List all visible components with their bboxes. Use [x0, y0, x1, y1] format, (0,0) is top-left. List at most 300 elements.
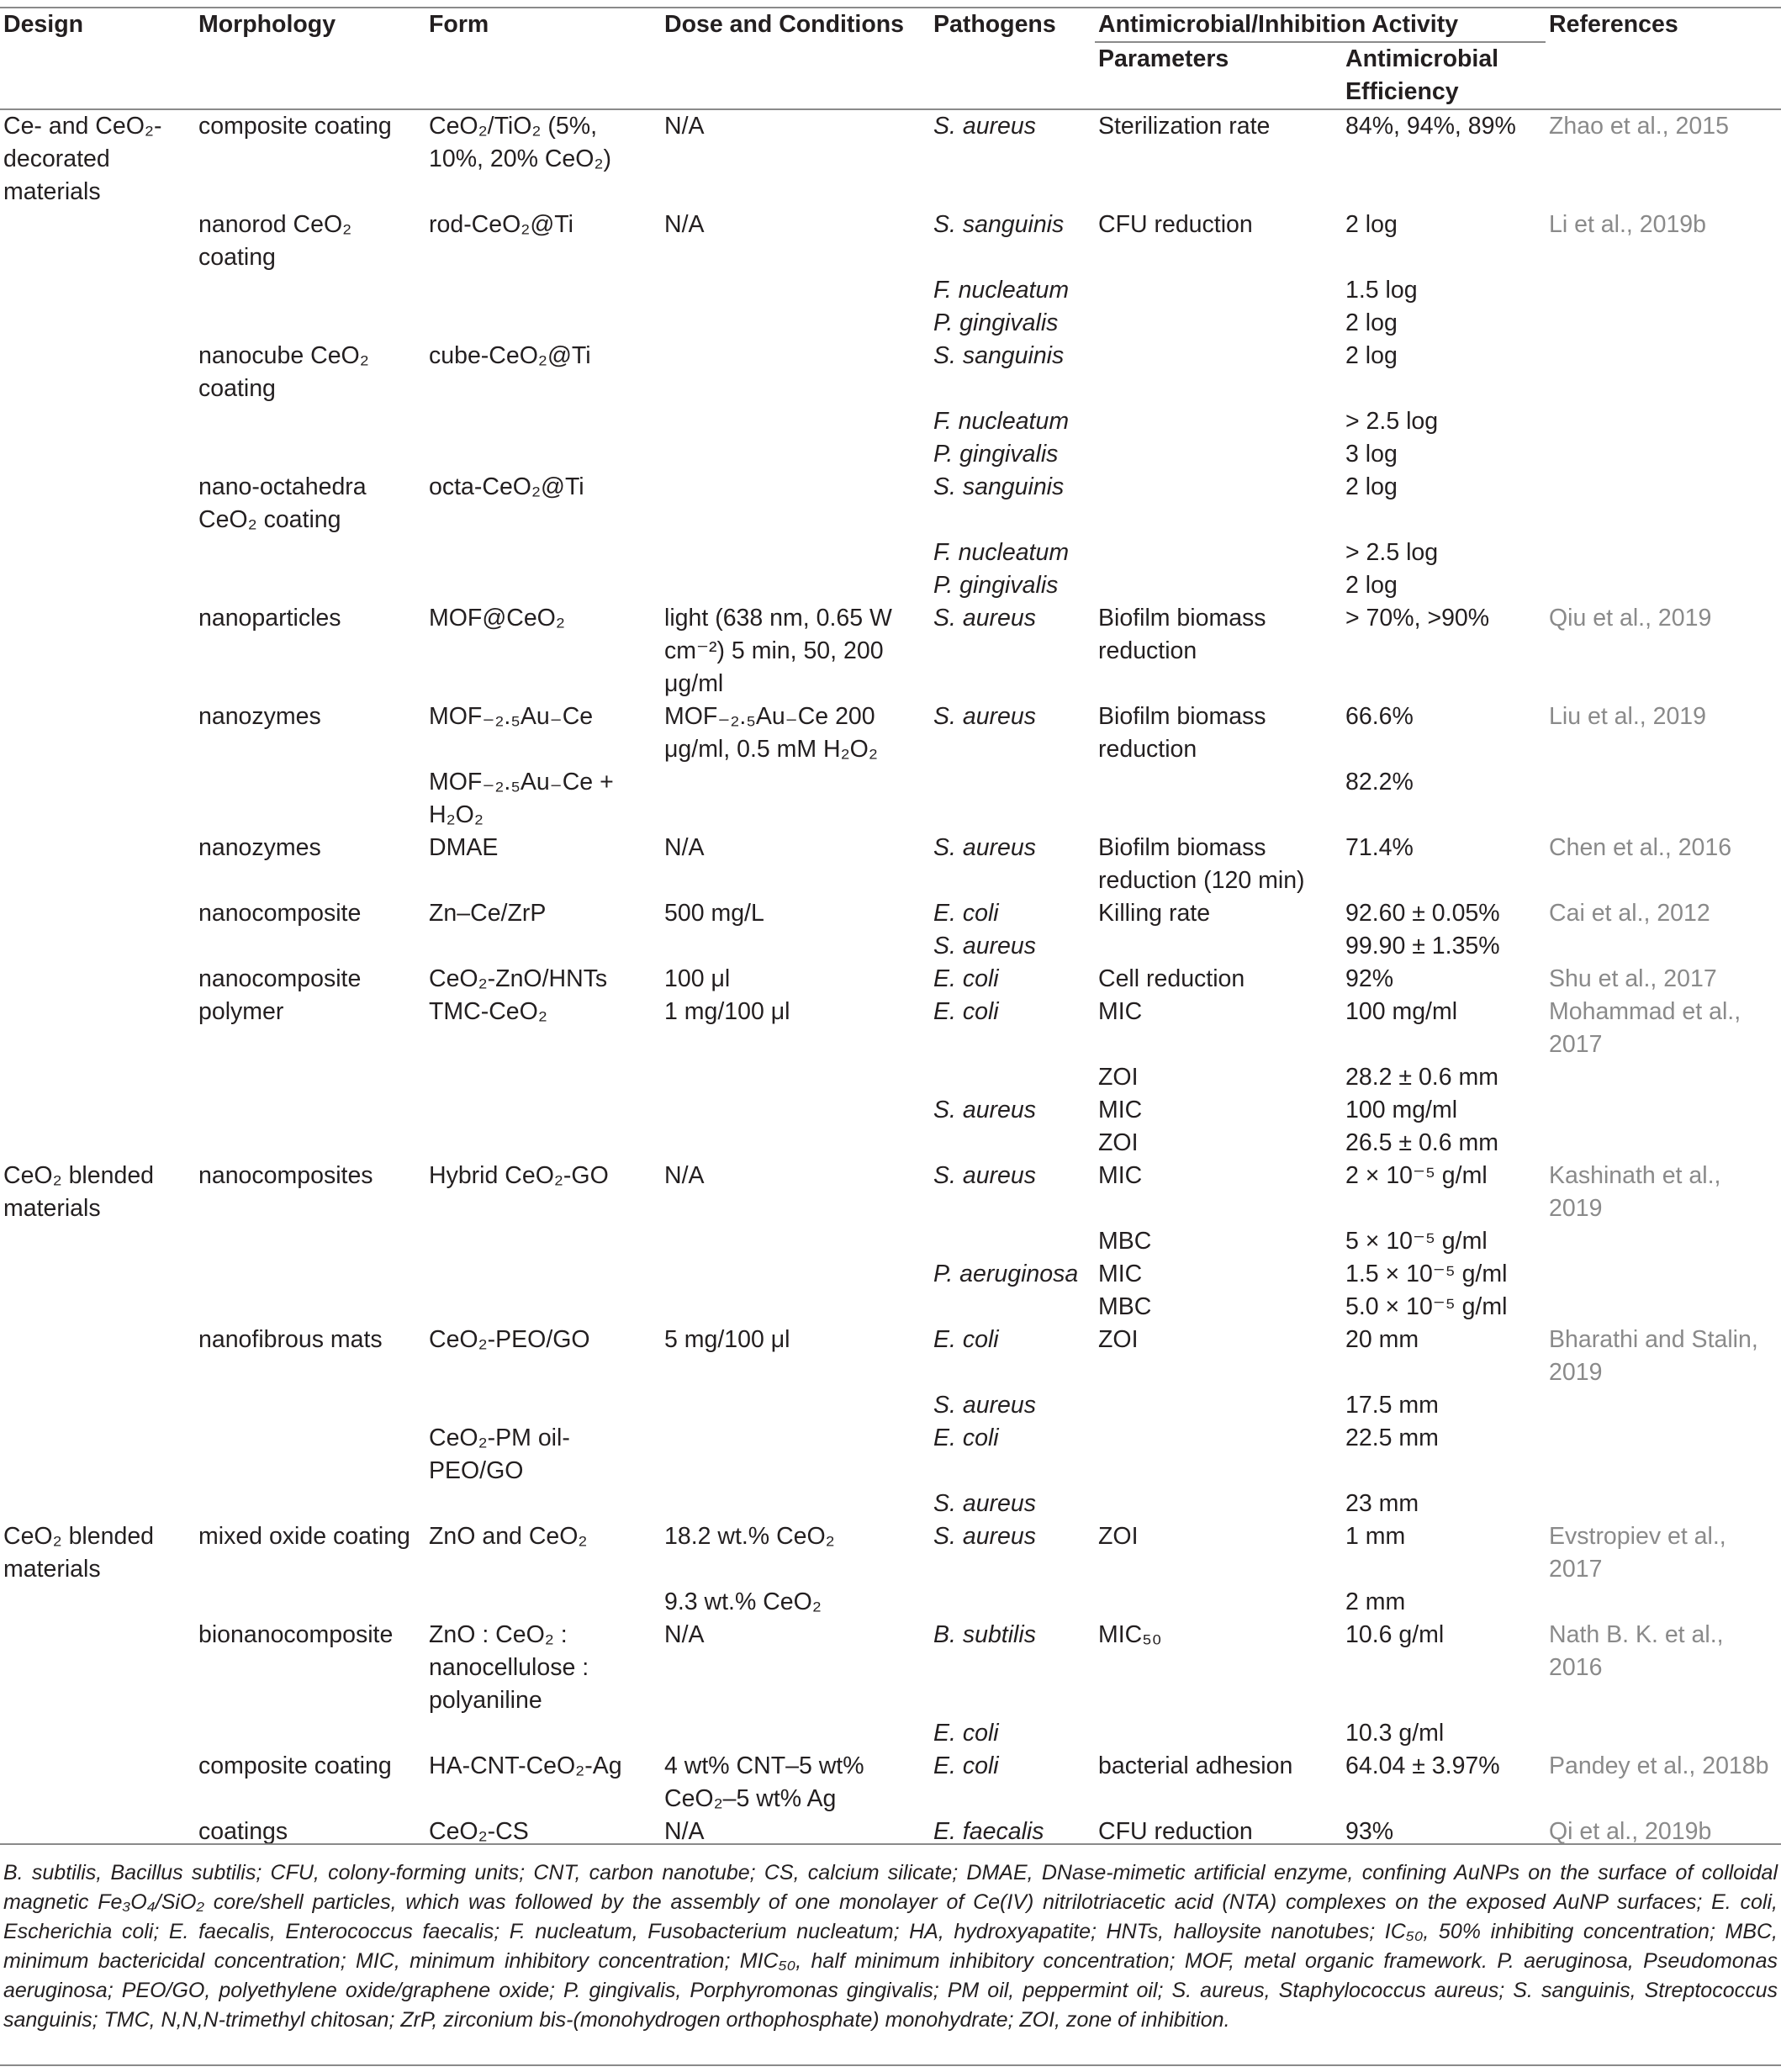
cell-design	[0, 536, 195, 569]
cell-dose	[661, 471, 930, 536]
cell-design	[0, 1389, 195, 1422]
cell-morphology	[195, 405, 425, 438]
cell-morphology: polymer	[198, 998, 284, 1025]
cell-morphology	[195, 569, 425, 602]
cell-morphology: nanorod CeO₂ coating	[198, 211, 352, 271]
cell-reference	[1546, 1094, 1781, 1127]
cell-morphology: bionanocomposite	[198, 1621, 394, 1648]
cell-dose	[661, 1094, 930, 1127]
cell-design	[0, 1127, 195, 1160]
cell-morphology: nanozymes	[198, 703, 321, 730]
cell-pathogen: S. sanguinis	[933, 342, 1065, 369]
cell-dose	[661, 1291, 930, 1324]
cell-form	[425, 274, 661, 307]
cell-parameter: CFU reduction	[1098, 1818, 1253, 1845]
cell-form	[425, 1488, 661, 1520]
cell-dose	[661, 536, 930, 569]
cell-dose: 9.3 wt.% CeO₂	[664, 1588, 822, 1615]
table-row	[0, 1717, 1781, 1750]
cell-design	[0, 340, 195, 405]
table-row	[0, 602, 1781, 700]
cell-reference: Qiu et al., 2019	[1549, 605, 1712, 632]
cell-morphology	[195, 1291, 425, 1324]
cell-form: rod-CeO₂@Ti	[429, 211, 573, 238]
table-row	[0, 1160, 1781, 1225]
cell-dose	[661, 405, 930, 438]
cell-parameter	[1095, 340, 1342, 405]
cell-form: Hybrid CeO₂-GO	[429, 1162, 609, 1189]
cell-morphology: nanocomposite	[198, 965, 362, 992]
cell-dose	[661, 1389, 930, 1422]
cell-efficiency: 2 × 10⁻⁵ g/ml	[1345, 1162, 1488, 1189]
cell-morphology	[195, 1094, 425, 1127]
cell-efficiency: 92%	[1345, 965, 1394, 992]
cell-morphology: nanofibrous mats	[198, 1326, 383, 1353]
cell-form: CeO₂-CS	[429, 1818, 529, 1845]
table-row	[0, 832, 1781, 897]
cell-reference: Evstropiev et al., 2017	[1549, 1523, 1726, 1583]
cell-dose: N/A	[664, 211, 705, 238]
cell-dose	[661, 1258, 930, 1291]
cell-parameter: MBC	[1098, 1228, 1152, 1255]
cell-reference	[1546, 930, 1781, 963]
footnote-text: B. subtilis, Bacillus subtilis; CFU, colony-forming units; CNT, carbon nanotube; CS, calcium silicate; DMAE, DNase-mimetic artificial enzyme, confining AuNPs on the surface of colloidal magnetic Fe₃O₄/SiO₂ core/shell particles, which was followed by the assembly of one monolayer of Ce(IV) nitrilotriacetic acid (NTA) complexes on the exposed AuNP surfaces; E. coli, Escherichia coli; E. faecalis, Enterococcus faecalis; F. nucleatum, Fusobacterium nucleatum; HA, hydroxyapatite; HNTs, halloysite nanotubes; IC₅₀, 50% inhibiting concentration; MBC, minimum bactericidal concentration; MIC, minimum inhibitory concentration; MIC₅₀, half minimum inhibitory concentration; MOF, metal organic framework. P. aeruginosa, Pseudomonas aeruginosa; PEO/GO, polyethylene oxide/graphene oxide; P. gingivalis, Porphyromonas gingivalis; PM oil, peppermint oil; S. aureus, Staphylococcus aureus; S. sanguinis, Streptococcus sanguinis; TMC, N,N,N-trimethyl chitosan; ZrP, zirconium bis-(monohydrogen orthophosphate) monohydrate; ZOI, zone of inhibition.	[3, 1861, 1778, 2032]
cell-dose: 100 μl	[664, 965, 731, 992]
cell-pathogen: S. aureus	[933, 834, 1036, 861]
cell-efficiency: 1.5 log	[1345, 277, 1418, 304]
header-dose: Dose and Conditions	[664, 11, 904, 38]
cell-dose: MOF₋₂.₅Au₋Ce 200 μg/ml, 0.5 mM H₂O₂	[664, 703, 878, 763]
cell-pathogen: P. gingivalis	[933, 309, 1059, 336]
cell-pathogen: S. aureus	[933, 1523, 1036, 1550]
cell-design	[0, 1717, 195, 1750]
cell-parameter: CFU reduction	[1098, 211, 1253, 238]
cell-morphology	[195, 1225, 425, 1258]
cell-parameter	[1095, 438, 1342, 471]
cell-dose	[661, 569, 930, 602]
cell-reference	[1546, 471, 1781, 536]
table-row	[0, 340, 1781, 405]
header-row-2	[0, 42, 1781, 109]
cell-reference	[1546, 1389, 1781, 1422]
cell-parameter	[1095, 471, 1342, 536]
cell-morphology: nanocomposites	[198, 1162, 373, 1189]
cell-form	[425, 1225, 661, 1258]
cell-parameter	[1095, 536, 1342, 569]
cell-parameter: MIC	[1098, 1261, 1143, 1287]
cell-parameter: Sterilization rate	[1098, 113, 1271, 140]
cell-reference	[1546, 1225, 1781, 1258]
cell-reference	[1546, 1586, 1781, 1619]
cell-morphology: composite coating	[198, 1752, 392, 1779]
cell-morphology: nano-octahedra CeO₂ coating	[198, 473, 367, 533]
cell-form	[425, 438, 661, 471]
cell-reference: Zhao et al., 2015	[1549, 113, 1729, 140]
cell-parameter: ZOI	[1098, 1129, 1139, 1156]
cell-design	[0, 1258, 195, 1291]
table-row	[0, 1127, 1781, 1160]
cell-design	[0, 963, 195, 996]
cell-efficiency: 2 log	[1345, 211, 1398, 238]
header-pathogens: Pathogens	[933, 11, 1056, 38]
cell-parameter	[1095, 1389, 1342, 1422]
footnote-block	[0, 1843, 1781, 2035]
cell-efficiency: > 2.5 log	[1345, 539, 1439, 566]
cell-dose: 1 mg/100 μl	[664, 998, 790, 1025]
cell-efficiency: 28.2 ± 0.6 mm	[1345, 1064, 1498, 1091]
cell-reference	[1546, 1061, 1781, 1094]
cell-morphology	[195, 930, 425, 963]
table-row	[0, 569, 1781, 602]
cell-pathogen: P. gingivalis	[933, 441, 1059, 468]
cell-design	[0, 832, 195, 897]
cell-pathogen	[930, 1225, 1095, 1258]
cell-pathogen: S. aureus	[933, 1490, 1036, 1517]
table-row	[0, 209, 1781, 274]
cell-morphology	[195, 1422, 425, 1488]
cell-dose	[661, 1422, 930, 1488]
table-body	[0, 109, 1781, 1848]
cell-design	[0, 1422, 195, 1488]
cell-pathogen: E. coli	[933, 965, 999, 992]
table-row	[0, 307, 1781, 340]
cell-form	[425, 1094, 661, 1127]
cell-form	[425, 1389, 661, 1422]
cell-parameter: Biofilm biomass reduction	[1098, 605, 1266, 664]
cell-efficiency: 5 × 10⁻⁵ g/ml	[1345, 1228, 1488, 1255]
cell-design	[0, 897, 195, 930]
header-efficiency: Antimicrobial Efficiency	[1342, 42, 1546, 109]
cell-efficiency: 82.2%	[1345, 769, 1414, 796]
cell-reference: Mohammad et al., 2017	[1549, 998, 1741, 1058]
cell-morphology	[195, 1488, 425, 1520]
cell-reference	[1546, 1258, 1781, 1291]
table-row	[0, 1225, 1781, 1258]
cell-morphology: mixed oxide coating	[198, 1523, 410, 1550]
cell-design	[0, 766, 195, 832]
cell-reference: Liu et al., 2019	[1549, 703, 1706, 730]
cell-pathogen: E. coli	[933, 1752, 999, 1779]
data-table	[0, 8, 1781, 1848]
cell-dose	[661, 1225, 930, 1258]
table-row	[0, 1520, 1781, 1586]
cell-morphology: nanoparticles	[198, 605, 341, 632]
cell-reference: Nath B. K. et al., 2016	[1549, 1621, 1724, 1681]
cell-morphology	[195, 274, 425, 307]
cell-parameter	[1095, 1717, 1342, 1750]
cell-efficiency: 17.5 mm	[1345, 1392, 1439, 1419]
cell-dose: N/A	[664, 834, 705, 861]
cell-design	[0, 274, 195, 307]
table-row	[0, 1061, 1781, 1094]
cell-parameter: ZOI	[1098, 1523, 1139, 1550]
cell-morphology: nanocomposite	[198, 900, 362, 927]
cell-design	[0, 930, 195, 963]
cell-morphology	[195, 1127, 425, 1160]
cell-form	[425, 1127, 661, 1160]
cell-efficiency: 10.3 g/ml	[1345, 1720, 1445, 1747]
table-row	[0, 471, 1781, 536]
cell-parameter: Biofilm biomass reduction (120 min)	[1098, 834, 1305, 894]
cell-design	[0, 1225, 195, 1258]
cell-reference	[1546, 1291, 1781, 1324]
cell-efficiency: 100 mg/ml	[1345, 998, 1458, 1025]
cell-parameter	[1095, 274, 1342, 307]
table-row	[0, 109, 1781, 209]
cell-parameter: ZOI	[1098, 1326, 1139, 1353]
cell-pathogen	[930, 1061, 1095, 1094]
cell-reference	[1546, 1127, 1781, 1160]
cell-efficiency: 2 log	[1345, 342, 1398, 369]
cell-efficiency: 2 log	[1345, 572, 1398, 599]
cell-reference	[1546, 438, 1781, 471]
cell-pathogen: S. aureus	[933, 1162, 1036, 1189]
cell-morphology	[195, 536, 425, 569]
table-row	[0, 963, 1781, 996]
cell-dose	[661, 1061, 930, 1094]
cell-pathogen: S. sanguinis	[933, 211, 1065, 238]
cell-pathogen: S. sanguinis	[933, 473, 1065, 500]
table-row	[0, 1258, 1781, 1291]
cell-parameter	[1095, 930, 1342, 963]
cell-parameter	[1095, 569, 1342, 602]
cell-parameter: MIC	[1098, 1097, 1143, 1123]
cell-dose: 18.2 wt.% CeO₂	[664, 1523, 835, 1550]
cell-efficiency: 5.0 × 10⁻⁵ g/ml	[1345, 1293, 1508, 1320]
cell-reference: Chen et al., 2016	[1549, 834, 1732, 861]
cell-design: CeO₂ blended materials	[3, 1523, 155, 1583]
cell-parameter	[1095, 766, 1342, 832]
cell-reference	[1546, 307, 1781, 340]
cell-efficiency: 93%	[1345, 1818, 1394, 1845]
cell-form: octa-CeO₂@Ti	[429, 473, 584, 500]
cell-pathogen: P. aeruginosa	[933, 1261, 1079, 1287]
cell-form: MOF₋₂.₅Au₋Ce	[429, 703, 594, 730]
table-row	[0, 700, 1781, 766]
cell-parameter: bacterial adhesion	[1098, 1752, 1293, 1779]
table-row	[0, 405, 1781, 438]
cell-design	[0, 1324, 195, 1389]
cell-design	[0, 209, 195, 274]
cell-form	[425, 1061, 661, 1094]
cell-reference: Cai et al., 2012	[1549, 900, 1710, 927]
cell-dose: N/A	[664, 1162, 705, 1189]
cell-design: CeO₂ blended materials	[3, 1162, 155, 1222]
cell-form	[425, 405, 661, 438]
table-row	[0, 996, 1781, 1061]
cell-design	[0, 405, 195, 438]
cell-morphology	[195, 1586, 425, 1619]
cell-efficiency: > 2.5 log	[1345, 408, 1439, 435]
cell-form: cube-CeO₂@Ti	[429, 342, 591, 369]
cell-efficiency: 99.90 ± 1.35%	[1345, 933, 1500, 959]
cell-dose: N/A	[664, 1621, 705, 1648]
table-row	[0, 1324, 1781, 1389]
cell-pathogen: F. nucleatum	[933, 408, 1070, 435]
cell-dose: 500 mg/L	[664, 900, 764, 927]
cell-pathogen: E. faecalis	[933, 1818, 1044, 1845]
cell-form: CeO₂-PM oil-PEO/GO	[429, 1424, 570, 1484]
table-row	[0, 1619, 1781, 1717]
cell-pathogen	[930, 1291, 1095, 1324]
cell-form: MOF₋₂.₅Au₋Ce + H₂O₂	[429, 769, 614, 828]
header-references: References	[1549, 11, 1678, 38]
cell-design	[0, 1750, 195, 1816]
cell-efficiency: 2 log	[1345, 473, 1398, 500]
cell-dose	[661, 930, 930, 963]
cell-morphology: nanozymes	[198, 834, 321, 861]
bottom-rule	[0, 2064, 1781, 2066]
cell-pathogen: E. coli	[933, 1326, 999, 1353]
cell-efficiency: 10.6 g/ml	[1345, 1621, 1445, 1648]
table-row	[0, 1586, 1781, 1619]
cell-efficiency: 3 log	[1345, 441, 1398, 468]
cell-pathogen: E. coli	[933, 900, 999, 927]
cell-pathogen	[930, 1586, 1095, 1619]
cell-pathogen: S. aureus	[933, 933, 1036, 959]
cell-pathogen: B. subtilis	[933, 1621, 1036, 1648]
table-row	[0, 930, 1781, 963]
cell-efficiency: 64.04 ± 3.97%	[1345, 1752, 1500, 1779]
cell-form: ZnO : CeO₂ : nanocellulose : polyaniline	[429, 1621, 589, 1714]
cell-reference	[1546, 1717, 1781, 1750]
header-form: Form	[429, 11, 489, 38]
cell-morphology: coatings	[198, 1818, 288, 1845]
cell-morphology	[195, 1061, 425, 1094]
cell-reference	[1546, 405, 1781, 438]
cell-dose: N/A	[664, 1818, 705, 1845]
cell-efficiency: 20 mm	[1345, 1326, 1419, 1353]
cell-design	[0, 602, 195, 700]
cell-design	[0, 438, 195, 471]
cell-design	[0, 1291, 195, 1324]
table-row	[0, 438, 1781, 471]
cell-efficiency: 2 mm	[1345, 1588, 1406, 1615]
cell-efficiency: 92.60 ± 0.05%	[1345, 900, 1500, 927]
cell-pathogen: E. coli	[933, 1720, 999, 1747]
table-row	[0, 1488, 1781, 1520]
cell-reference: Qi et al., 2019b	[1549, 1818, 1712, 1845]
cell-form	[425, 569, 661, 602]
cell-design	[0, 700, 195, 766]
cell-pathogen: P. gingivalis	[933, 572, 1059, 599]
cell-form: TMC-CeO₂	[429, 998, 547, 1025]
cell-dose	[661, 340, 930, 405]
cell-morphology	[195, 766, 425, 832]
cell-parameter	[1095, 307, 1342, 340]
table-row	[0, 1291, 1781, 1324]
cell-reference	[1546, 766, 1781, 832]
cell-parameter: MIC₅₀	[1098, 1621, 1162, 1648]
cell-reference: Kashinath et al., 2019	[1549, 1162, 1721, 1222]
cell-form: DMAE	[429, 834, 499, 861]
cell-dose: N/A	[664, 113, 705, 140]
cell-dose: 5 mg/100 μl	[664, 1326, 790, 1353]
cell-reference: Shu et al., 2017	[1549, 965, 1717, 992]
table-row	[0, 1094, 1781, 1127]
table-row	[0, 897, 1781, 930]
cell-reference	[1546, 1488, 1781, 1520]
cell-parameter: ZOI	[1098, 1064, 1139, 1091]
cell-pathogen: E. coli	[933, 998, 999, 1025]
header-morphology: Morphology	[198, 11, 336, 38]
cell-dose	[661, 1488, 930, 1520]
cell-parameter: Cell reduction	[1098, 965, 1245, 992]
cell-efficiency: 1 mm	[1345, 1523, 1406, 1550]
table-row	[0, 1422, 1781, 1488]
cell-reference: Pandey et al., 2018b	[1549, 1752, 1769, 1779]
table-row	[0, 1389, 1781, 1422]
cell-form: ZnO and CeO₂	[429, 1523, 588, 1550]
cell-dose	[661, 1717, 930, 1750]
cell-pathogen: F. nucleatum	[933, 539, 1070, 566]
cell-morphology: composite coating	[198, 113, 392, 140]
cell-parameter: MIC	[1098, 998, 1143, 1025]
cell-design	[0, 1619, 195, 1717]
cell-efficiency: 1.5 × 10⁻⁵ g/ml	[1345, 1261, 1508, 1287]
cell-morphology	[195, 1717, 425, 1750]
cell-parameter: MIC	[1098, 1162, 1143, 1189]
cell-dose	[661, 1127, 930, 1160]
cell-morphology: nanocube CeO₂ coating	[198, 342, 369, 402]
cell-pathogen: S. aureus	[933, 605, 1036, 632]
cell-pathogen: S. aureus	[933, 113, 1036, 140]
cell-form	[425, 1291, 661, 1324]
table-row	[0, 1750, 1781, 1816]
cell-pathogen	[930, 1127, 1095, 1160]
cell-dose	[661, 307, 930, 340]
cell-morphology	[195, 1258, 425, 1291]
cell-parameter	[1095, 1422, 1342, 1488]
cell-morphology	[195, 438, 425, 471]
cell-design	[0, 569, 195, 602]
cell-design	[0, 996, 195, 1061]
cell-parameter	[1095, 405, 1342, 438]
cell-design	[0, 1061, 195, 1094]
header-activity: Antimicrobial/Inhibition Activity	[1095, 8, 1546, 42]
header-parameters: Parameters	[1095, 42, 1342, 109]
cell-efficiency: 66.6%	[1345, 703, 1414, 730]
table-row	[0, 536, 1781, 569]
cell-form	[425, 307, 661, 340]
cell-reference	[1546, 274, 1781, 307]
header-row-1	[0, 8, 1781, 42]
cell-form	[425, 1717, 661, 1750]
cell-parameter	[1095, 1488, 1342, 1520]
cell-form	[425, 930, 661, 963]
cell-design	[0, 1586, 195, 1619]
cell-design	[0, 1488, 195, 1520]
cell-reference	[1546, 536, 1781, 569]
cell-efficiency: 71.4%	[1345, 834, 1414, 861]
table-row	[0, 766, 1781, 832]
cell-efficiency: 2 log	[1345, 309, 1398, 336]
cell-morphology	[195, 307, 425, 340]
cell-efficiency: 22.5 mm	[1345, 1424, 1439, 1451]
cell-design	[0, 307, 195, 340]
cell-form: MOF@CeO₂	[429, 605, 565, 632]
cell-dose	[661, 274, 930, 307]
cell-form	[425, 536, 661, 569]
cell-pathogen: S. aureus	[933, 703, 1036, 730]
cell-pathogen	[930, 766, 1095, 832]
cell-form: HA-CNT-CeO₂-Ag	[429, 1752, 622, 1779]
cell-efficiency: 23 mm	[1345, 1490, 1419, 1517]
cell-design: Ce- and CeO₂-decorated materials	[3, 113, 162, 205]
cell-morphology	[195, 1389, 425, 1422]
cell-parameter	[1095, 1586, 1342, 1619]
cell-reference	[1546, 340, 1781, 405]
